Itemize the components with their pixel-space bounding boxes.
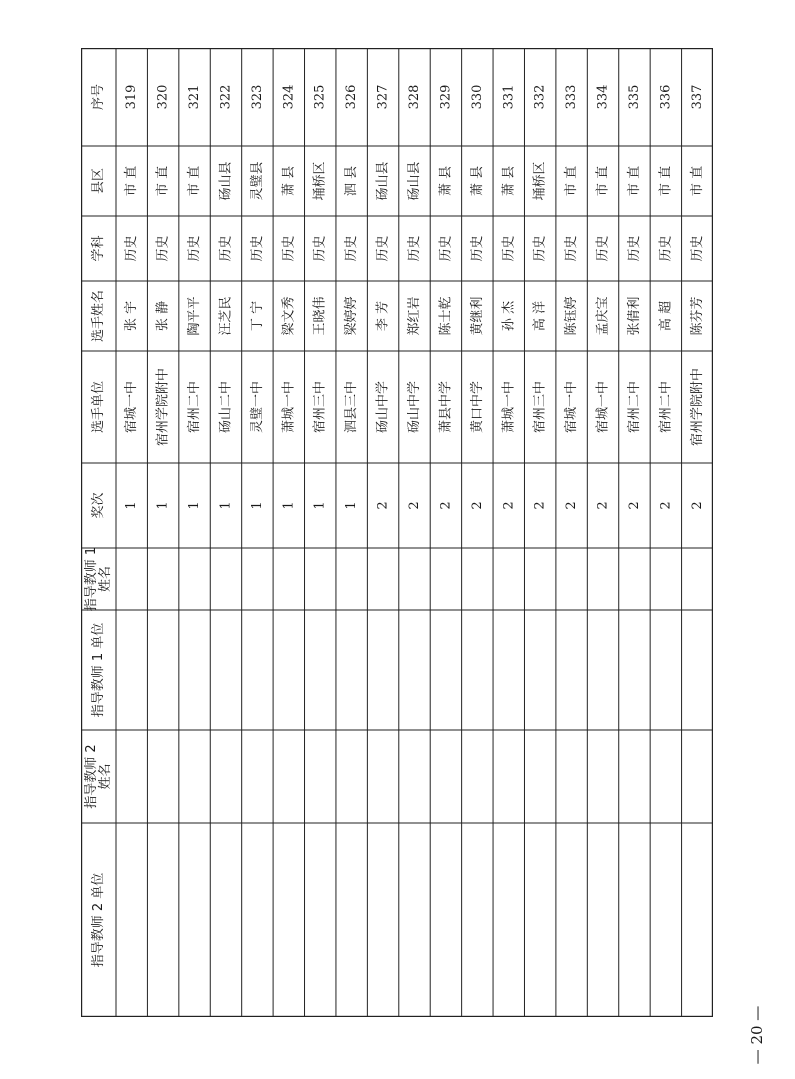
table-row xyxy=(500,85,516,510)
cell-subject: 历史 xyxy=(155,235,171,262)
cell-seq: 332 xyxy=(532,84,548,110)
cell-district: 市 直 xyxy=(155,165,171,197)
cell-unit: 黄口中学 xyxy=(469,380,485,434)
table-row xyxy=(375,85,391,510)
cell-unit: 泗县三中 xyxy=(344,380,360,434)
cell-seq: 326 xyxy=(344,84,360,110)
cell-unit: 宿城一中 xyxy=(595,380,611,434)
cell-district: 市 直 xyxy=(626,165,642,197)
cell-award: 1 xyxy=(218,501,234,510)
header-t2_name: 姓名 xyxy=(98,763,113,790)
cell-name: 王晓伟 xyxy=(312,296,328,336)
cell-subject: 历史 xyxy=(187,235,203,262)
cell-seq: 320 xyxy=(155,84,171,110)
page-number xyxy=(742,1000,772,1070)
cell-subject: 历史 xyxy=(312,235,328,262)
table-row xyxy=(406,85,422,510)
cell-unit: 宿城一中 xyxy=(124,380,140,434)
cell-award: 1 xyxy=(312,501,328,510)
table-row xyxy=(217,85,233,510)
table-row xyxy=(437,85,453,510)
cell-name: 丁 宁 xyxy=(249,300,265,332)
cell-district: 灵璧县 xyxy=(249,161,265,201)
table-row xyxy=(626,85,642,510)
cell-award: 2 xyxy=(564,501,580,510)
cell-district: 市 直 xyxy=(595,165,611,197)
results-table xyxy=(81,48,713,1017)
cell-name: 高 洋 xyxy=(532,300,548,332)
cell-seq: 334 xyxy=(595,84,611,110)
cell-seq: 328 xyxy=(407,84,422,110)
cell-name: 高 超 xyxy=(658,300,674,332)
cell-unit: 宿州二中 xyxy=(658,380,674,434)
cell-seq: 336 xyxy=(658,84,674,110)
cell-district: 萧 县 xyxy=(501,165,517,197)
cell-seq: 337 xyxy=(689,84,705,110)
cell-unit: 砀山中学 xyxy=(407,380,422,434)
cell-name: 郑红岩 xyxy=(407,296,422,336)
cell-district: 砀山县 xyxy=(407,161,422,201)
cell-name: 张倩利 xyxy=(626,296,642,336)
cell-subject: 历史 xyxy=(438,235,454,262)
cell-district: 砀山县 xyxy=(375,161,391,201)
cell-name: 孙 杰 xyxy=(501,300,517,332)
table-row xyxy=(312,85,328,510)
cell-district: 萧 县 xyxy=(469,165,485,197)
header-t1_name: 姓名 xyxy=(98,565,113,593)
cell-name: 汪芝民 xyxy=(218,296,234,336)
cell-district: 砀山县 xyxy=(218,161,234,201)
cell-subject: 历史 xyxy=(564,235,580,262)
cell-seq: 333 xyxy=(564,84,580,110)
cell-unit: 宿州二中 xyxy=(626,380,642,434)
cell-seq: 322 xyxy=(218,84,234,110)
cell-district: 萧 县 xyxy=(281,165,297,197)
cell-seq: 335 xyxy=(626,84,642,110)
table-row xyxy=(186,85,202,510)
header-t2_name: 指导教师 2 xyxy=(84,744,99,809)
cell-seq: 321 xyxy=(187,84,203,110)
cell-award: 2 xyxy=(469,501,485,510)
header-award: 奖次 xyxy=(91,492,106,519)
cell-name: 梁婷婷 xyxy=(344,296,360,336)
cell-district: 市 直 xyxy=(658,165,674,197)
cell-award: 2 xyxy=(375,501,391,510)
cell-subject: 历史 xyxy=(124,235,140,262)
cell-name: 梁文秀 xyxy=(281,296,297,336)
header-subject: 学科 xyxy=(91,235,106,262)
cell-award: 1 xyxy=(281,501,297,510)
cell-name: 陶平平 xyxy=(187,296,203,336)
cell-unit: 萧城一中 xyxy=(281,380,297,434)
cell-name: 李 芳 xyxy=(375,300,391,332)
table-row xyxy=(469,85,485,510)
cell-award: 2 xyxy=(626,501,642,510)
cell-district: 泗 县 xyxy=(344,165,360,197)
cell-subject: 历史 xyxy=(281,235,297,262)
cell-subject: 历史 xyxy=(407,235,422,262)
cell-district: 埇桥区 xyxy=(532,161,548,201)
cell-district: 市 直 xyxy=(689,165,705,197)
cell-name: 张 静 xyxy=(155,300,171,332)
cell-seq: 330 xyxy=(469,84,485,110)
cell-district: 萧 县 xyxy=(438,165,454,197)
cell-subject: 历史 xyxy=(375,235,391,262)
cell-unit: 宿州学院附中 xyxy=(689,367,705,447)
cell-seq: 319 xyxy=(124,84,140,110)
cell-award: 2 xyxy=(689,501,705,510)
cell-seq: 327 xyxy=(375,84,391,110)
table-row xyxy=(532,85,548,510)
cell-name: 陈士乾 xyxy=(438,296,454,336)
cell-subject: 历史 xyxy=(344,235,360,262)
cell-subject: 历史 xyxy=(218,235,234,262)
cell-seq: 331 xyxy=(501,84,517,110)
cell-unit: 灵璧一中 xyxy=(249,380,265,434)
cell-district: 埇桥区 xyxy=(312,161,328,201)
table-row xyxy=(657,85,673,510)
header-t1_unit: 指导教师 1 单位 xyxy=(91,622,106,718)
cell-unit: 砀山二中 xyxy=(218,380,234,434)
cell-subject: 历史 xyxy=(689,235,705,262)
cell-unit: 宿州学院附中 xyxy=(155,367,171,447)
cell-award: 2 xyxy=(595,501,611,510)
header-district: 县区 xyxy=(91,167,106,195)
cell-name: 陈芬芳 xyxy=(689,296,705,336)
header-t2_unit: 指导教师 2 单位 xyxy=(91,872,106,968)
header-t1_name: 指导教师 1 xyxy=(84,546,99,612)
cell-subject: 历史 xyxy=(626,235,642,262)
cell-award: 2 xyxy=(532,501,548,510)
cell-unit: 萧县中学 xyxy=(438,380,454,434)
page-number-text: — 20 — xyxy=(748,1005,766,1065)
cell-subject: 历史 xyxy=(658,235,674,262)
cell-award: 1 xyxy=(124,501,140,510)
cell-subject: 历史 xyxy=(532,235,548,262)
table-row xyxy=(563,85,579,510)
header-seq: 序号 xyxy=(91,83,106,111)
table-row xyxy=(249,85,265,510)
cell-name: 黄继利 xyxy=(469,296,485,336)
cell-unit: 宿州三中 xyxy=(312,380,328,434)
table-row xyxy=(595,85,611,510)
cell-unit: 砀山中学 xyxy=(375,380,391,434)
table-row xyxy=(155,85,171,510)
cell-award: 2 xyxy=(407,501,422,510)
cell-seq: 329 xyxy=(438,84,454,110)
cell-unit: 宿城一中 xyxy=(564,380,580,434)
cell-seq: 325 xyxy=(312,84,328,110)
cell-award: 2 xyxy=(501,501,517,510)
cell-award: 2 xyxy=(438,501,454,510)
cell-seq: 323 xyxy=(249,84,265,110)
cell-district: 市 直 xyxy=(187,165,203,197)
cell-award: 1 xyxy=(155,501,171,510)
table-border xyxy=(82,49,713,1017)
cell-award: 1 xyxy=(187,501,203,510)
table-row xyxy=(343,85,359,510)
cell-unit: 萧城一中 xyxy=(501,380,517,434)
cell-district: 市 直 xyxy=(564,165,580,197)
table-grid xyxy=(81,48,713,1017)
cell-unit: 宿州三中 xyxy=(532,380,548,434)
cell-subject: 历史 xyxy=(501,235,517,262)
header-unit: 选手单位 xyxy=(91,380,106,434)
table-row xyxy=(280,85,296,510)
header-name: 选手姓名 xyxy=(91,289,106,343)
cell-name: 张 宇 xyxy=(124,300,140,332)
cell-seq: 324 xyxy=(281,84,297,110)
cell-subject: 历史 xyxy=(249,235,265,262)
cell-name: 陈钰婷 xyxy=(564,296,580,336)
table-row xyxy=(689,85,705,510)
cell-district: 市 直 xyxy=(124,165,140,197)
cell-subject: 历史 xyxy=(469,235,485,262)
table-row xyxy=(123,85,139,510)
cell-award: 1 xyxy=(344,501,360,510)
cell-award: 1 xyxy=(249,501,265,510)
cell-name: 孟庆宝 xyxy=(595,296,611,336)
cell-subject: 历史 xyxy=(595,235,611,262)
cell-unit: 宿州二中 xyxy=(187,380,203,434)
cell-award: 2 xyxy=(658,501,674,510)
